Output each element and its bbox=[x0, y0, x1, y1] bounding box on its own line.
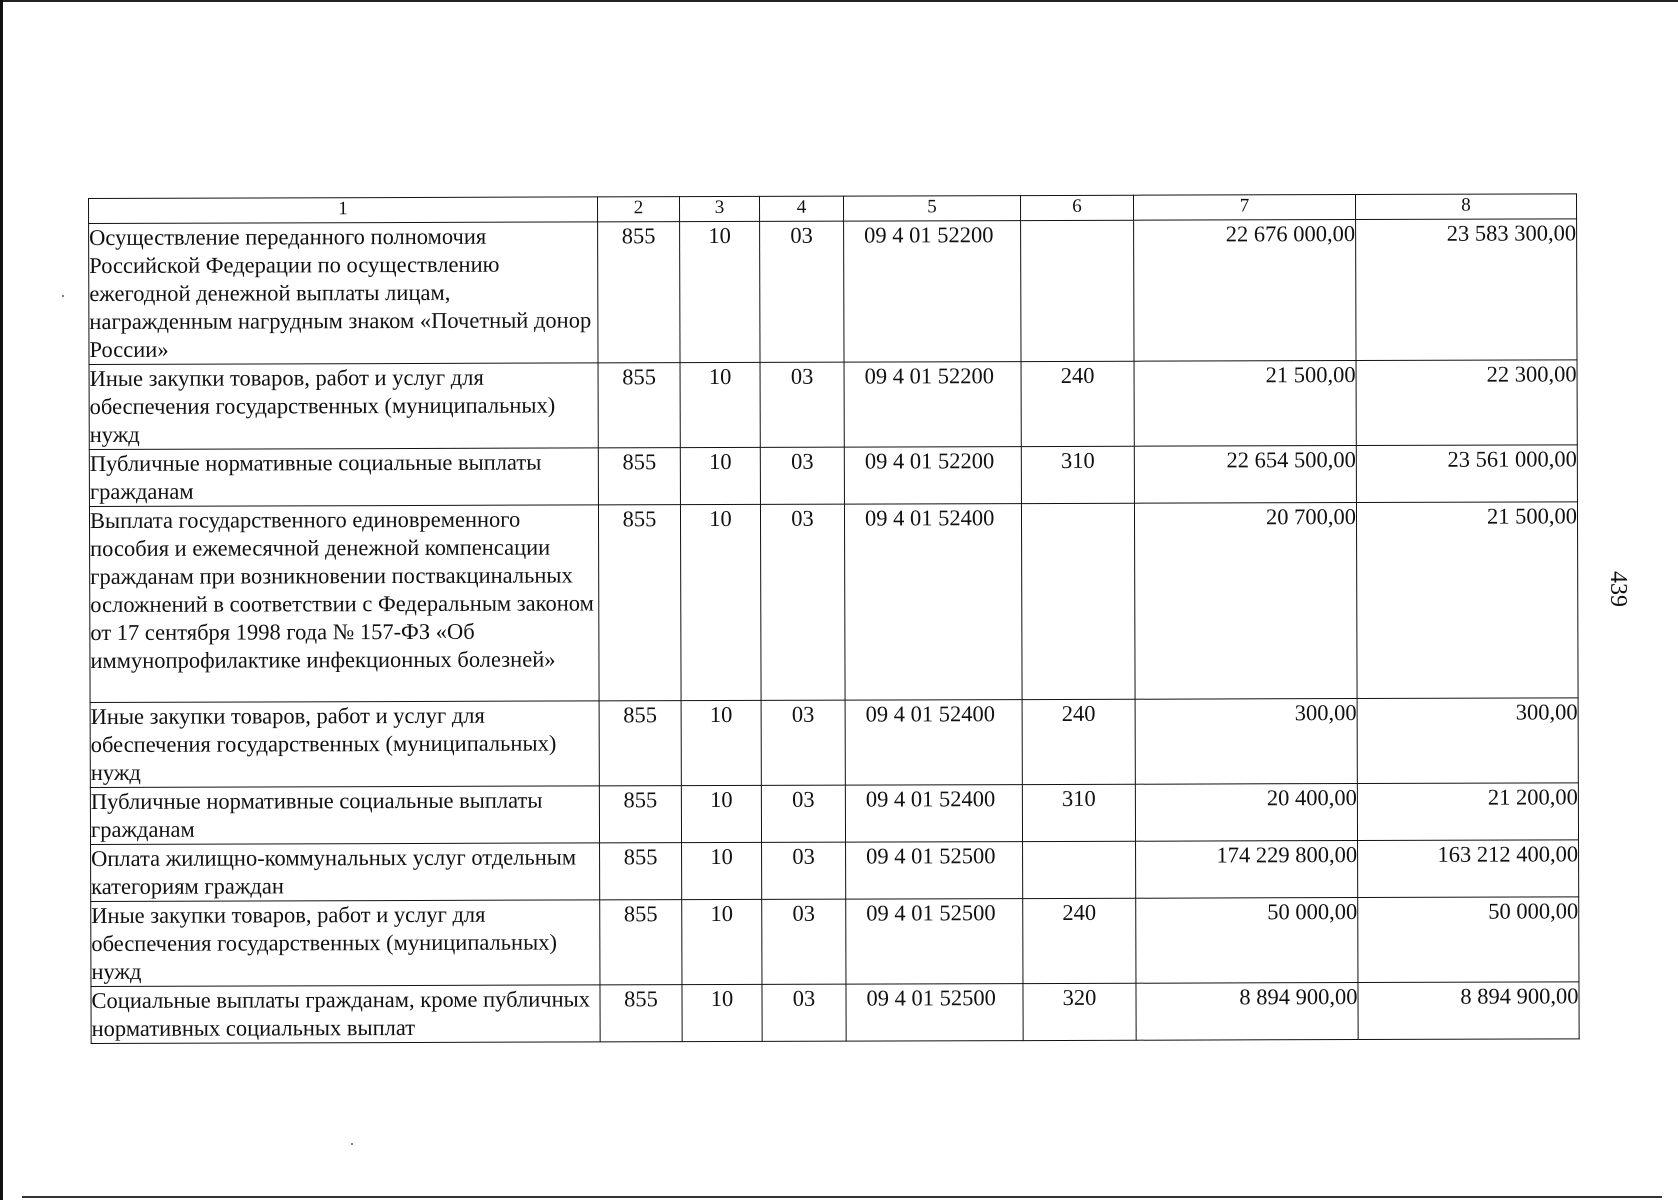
cell-amount-col8: 23 583 300,00 bbox=[1356, 219, 1577, 361]
table-row bbox=[90, 698, 1578, 788]
cell-expense-type: 310 bbox=[1021, 446, 1134, 503]
table-row bbox=[89, 445, 1577, 507]
cell-target-item: 09 4 01 52500 bbox=[846, 842, 1023, 900]
cell-amount-col8: 300,00 bbox=[1357, 698, 1578, 784]
cell-subsection: 03 bbox=[762, 984, 846, 1041]
row-name: Оплата жилищно-коммунальных услуг отдельным категориям граждан bbox=[91, 843, 600, 902]
row-name: Публичные нормативные социальные выплаты гражданам bbox=[89, 448, 598, 507]
cell-target-item: 09 4 01 52500 bbox=[846, 984, 1023, 1042]
scan-left-edge bbox=[0, 0, 3, 1200]
cell-admin-code: 855 bbox=[598, 505, 681, 701]
table-row bbox=[89, 502, 1578, 703]
cell-expense-type: 240 bbox=[1021, 361, 1134, 446]
table-row bbox=[91, 840, 1579, 902]
budget-table bbox=[88, 193, 1580, 1044]
scan-speck bbox=[62, 295, 64, 297]
cell-target-item: 09 4 01 52200 bbox=[844, 362, 1021, 448]
cell-section: 10 bbox=[681, 785, 761, 842]
cell-target-item: 09 4 01 52400 bbox=[845, 700, 1022, 786]
cell-amount-col7: 174 229 800,00 bbox=[1136, 841, 1358, 899]
column-header: 7 bbox=[1133, 195, 1355, 221]
cell-admin-code: 855 bbox=[598, 448, 680, 505]
cell-subsection: 03 bbox=[761, 700, 845, 785]
scan-speck bbox=[351, 1143, 353, 1145]
cell-subsection: 03 bbox=[760, 221, 844, 362]
row-name: Публичные нормативные социальные выплаты гражданам bbox=[90, 786, 599, 845]
cell-admin-code: 855 bbox=[599, 701, 681, 786]
cell-amount-col7: 8 894 900,00 bbox=[1136, 983, 1358, 1041]
cell-admin-code: 855 bbox=[600, 985, 682, 1042]
cell-subsection: 03 bbox=[760, 447, 844, 504]
cell-section: 10 bbox=[682, 984, 762, 1041]
cell-target-item: 09 4 01 52400 bbox=[844, 504, 1022, 701]
table-row bbox=[91, 897, 1579, 987]
cell-admin-code: 855 bbox=[600, 843, 682, 900]
cell-amount-col7: 300,00 bbox=[1135, 699, 1357, 785]
row-name: Социальные выплаты гражданам, кроме публичных нормативных социальных выплат bbox=[91, 985, 600, 1044]
cell-subsection: 03 bbox=[760, 362, 844, 447]
cell-section: 10 bbox=[682, 899, 762, 984]
cell-target-item: 09 4 01 52200 bbox=[844, 221, 1021, 363]
page-number: 439 bbox=[1605, 571, 1631, 607]
cell-amount-col8: 21 200,00 bbox=[1357, 783, 1578, 841]
cell-amount-col8: 21 500,00 bbox=[1356, 502, 1578, 699]
cell-expense-type: 240 bbox=[1023, 898, 1136, 983]
cell-amount-col8: 50 000,00 bbox=[1358, 897, 1579, 983]
cell-subsection: 03 bbox=[761, 785, 845, 842]
cell-section: 10 bbox=[680, 221, 760, 362]
cell-section: 10 bbox=[681, 700, 761, 785]
cell-expense-type: 310 bbox=[1022, 784, 1135, 841]
cell-amount-col7: 22 676 000,00 bbox=[1134, 220, 1356, 362]
column-header: 5 bbox=[843, 196, 1020, 222]
cell-amount-col8: 163 212 400,00 bbox=[1358, 840, 1579, 898]
row-name: Выплата государственного единовременного пособия и ежемесячной денежной компенсации гражданам при возникновении поствакцинальных осложнений в соответствии с Федеральным законом от 17 сентября 1998 года № 157-ФЗ «Об иммунопрофилактике инфекционных болезней» bbox=[89, 505, 599, 703]
cell-section: 10 bbox=[680, 504, 761, 700]
cell-amount-col7: 50 000,00 bbox=[1136, 898, 1358, 984]
cell-admin-code: 855 bbox=[600, 900, 682, 985]
cell-section: 10 bbox=[682, 842, 762, 899]
table-row bbox=[89, 219, 1577, 365]
cell-amount-col8: 22 300,00 bbox=[1356, 360, 1577, 446]
cell-admin-code: 855 bbox=[598, 363, 680, 448]
cell-expense-type bbox=[1023, 841, 1136, 898]
cell-amount-col7: 20 700,00 bbox=[1134, 503, 1357, 700]
cell-subsection: 03 bbox=[762, 842, 846, 899]
table-row bbox=[91, 982, 1579, 1044]
row-name: Иные закупки товаров, работ и услуг для обеспечения государственных (муниципальных) нужд bbox=[91, 900, 600, 987]
row-name: Осуществление переданного полномочия Российской Федерации по осуществлению ежегодной денежной выплаты лицам, награжденным нагрудным знаком «Почетный донор России» bbox=[89, 222, 598, 365]
cell-expense-type: 240 bbox=[1022, 699, 1135, 784]
cell-expense-type: 320 bbox=[1023, 983, 1136, 1040]
cell-amount-col8: 8 894 900,00 bbox=[1358, 982, 1579, 1040]
column-header: 4 bbox=[759, 196, 843, 221]
column-header: 1 bbox=[89, 197, 598, 224]
scan-bottom-edge bbox=[22, 1196, 1662, 1198]
cell-target-item: 09 4 01 52500 bbox=[846, 899, 1023, 985]
cell-section: 10 bbox=[680, 362, 760, 447]
table-row bbox=[89, 360, 1577, 450]
cell-amount-col7: 20 400,00 bbox=[1135, 784, 1357, 842]
cell-subsection: 03 bbox=[760, 504, 845, 700]
cell-amount-col7: 22 654 500,00 bbox=[1134, 446, 1356, 504]
column-header: 8 bbox=[1355, 194, 1576, 220]
cell-amount-col7: 21 500,00 bbox=[1134, 361, 1356, 447]
cell-target-item: 09 4 01 52200 bbox=[844, 447, 1021, 505]
cell-expense-type bbox=[1021, 503, 1135, 699]
table-row bbox=[90, 783, 1578, 845]
cell-expense-type bbox=[1021, 220, 1134, 361]
column-header: 2 bbox=[597, 197, 679, 222]
cell-amount-col8: 23 561 000,00 bbox=[1356, 445, 1577, 503]
column-header: 6 bbox=[1020, 195, 1133, 220]
scan-top-edge bbox=[0, 0, 1678, 2]
cell-section: 10 bbox=[680, 447, 760, 504]
row-name: Иные закупки товаров, работ и услуг для обеспечения государственных (муниципальных) нужд bbox=[89, 363, 598, 450]
row-name: Иные закупки товаров, работ и услуг для обеспечения государственных (муниципальных) нужд bbox=[90, 701, 599, 788]
cell-subsection: 03 bbox=[762, 899, 846, 984]
cell-target-item: 09 4 01 52400 bbox=[845, 785, 1022, 843]
cell-admin-code: 855 bbox=[599, 786, 681, 843]
cell-admin-code: 855 bbox=[598, 222, 680, 363]
column-header: 3 bbox=[679, 196, 759, 221]
